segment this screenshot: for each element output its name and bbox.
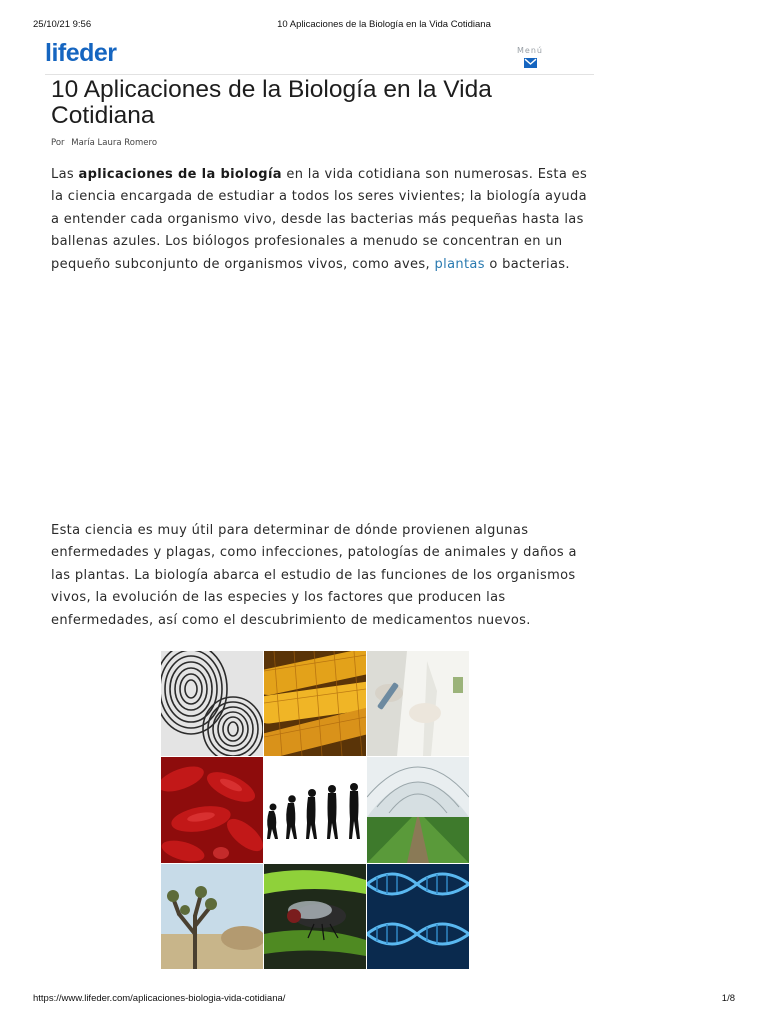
print-header (33, 19, 735, 33)
article-title: 10 Aplicaciones de la Biología en la Vida Cotidiana (51, 76, 492, 129)
para1-text-2: en la vida cotidiana son numerosas. Esta es la ciencia encargada de estudiar a todos los seres vivientes; la biología ayuda a entender cada organismo vivo, desde las bacterias más pequeñas hasta las ballenas azules. Los biólogos profesionales a menudo se concentran en un pequeño subconjunto de organismos vivos, como aves, (51, 167, 588, 272)
dna-helix-image (367, 864, 469, 969)
biology-collage-image (161, 651, 469, 969)
page-url: https://www.lifeder.com/aplicaciones-biologia-vida-cotidiana/ (33, 993, 286, 1004)
red-blood-cells-image (161, 757, 263, 863)
byline (51, 138, 157, 148)
intro-paragraph (51, 164, 591, 276)
plantas-link[interactable]: plantas (434, 256, 485, 272)
joshua-tree-image (161, 864, 263, 969)
human-evolution-image (264, 757, 366, 863)
print-title: 10 Aplicaciones de la Biología en la Vida Cotidiana (277, 19, 491, 30)
author-link[interactable]: María Laura Romero (71, 138, 158, 148)
second-paragraph: Esta ciencia es muy útil para determinar de dónde provienen algunas enfermedades y plagas, como infecciones, patologías de animales y daños a las plantas. La biología abarca el estudio de las funciones de los organismos vivos, la evolución de las especies y los factores que producen las enfermedades, así como el descubrimiento de medicamentos nuevos. (51, 523, 577, 628)
page-number: 1/8 (721, 993, 735, 1004)
fly-image (264, 864, 366, 969)
lifeder-logo[interactable]: lifeder (45, 39, 117, 67)
para1-text-3: o bacterias. (484, 256, 570, 272)
menu-label: Menú (517, 46, 543, 55)
lab-scientist-image (367, 651, 469, 756)
print-footer (33, 993, 735, 1007)
fingerprint-image (161, 651, 263, 756)
menu-button[interactable] (514, 46, 546, 68)
para1-text-1: Las (51, 167, 79, 182)
byline-prefix: Por (51, 138, 65, 148)
greenhouse-image (367, 757, 469, 863)
site-header (45, 38, 594, 75)
print-datetime: 25/10/21 9:56 (33, 19, 92, 30)
envelope-icon (524, 58, 537, 68)
corn-image (264, 651, 366, 756)
para1-bold: aplicaciones de la biología (78, 167, 282, 182)
